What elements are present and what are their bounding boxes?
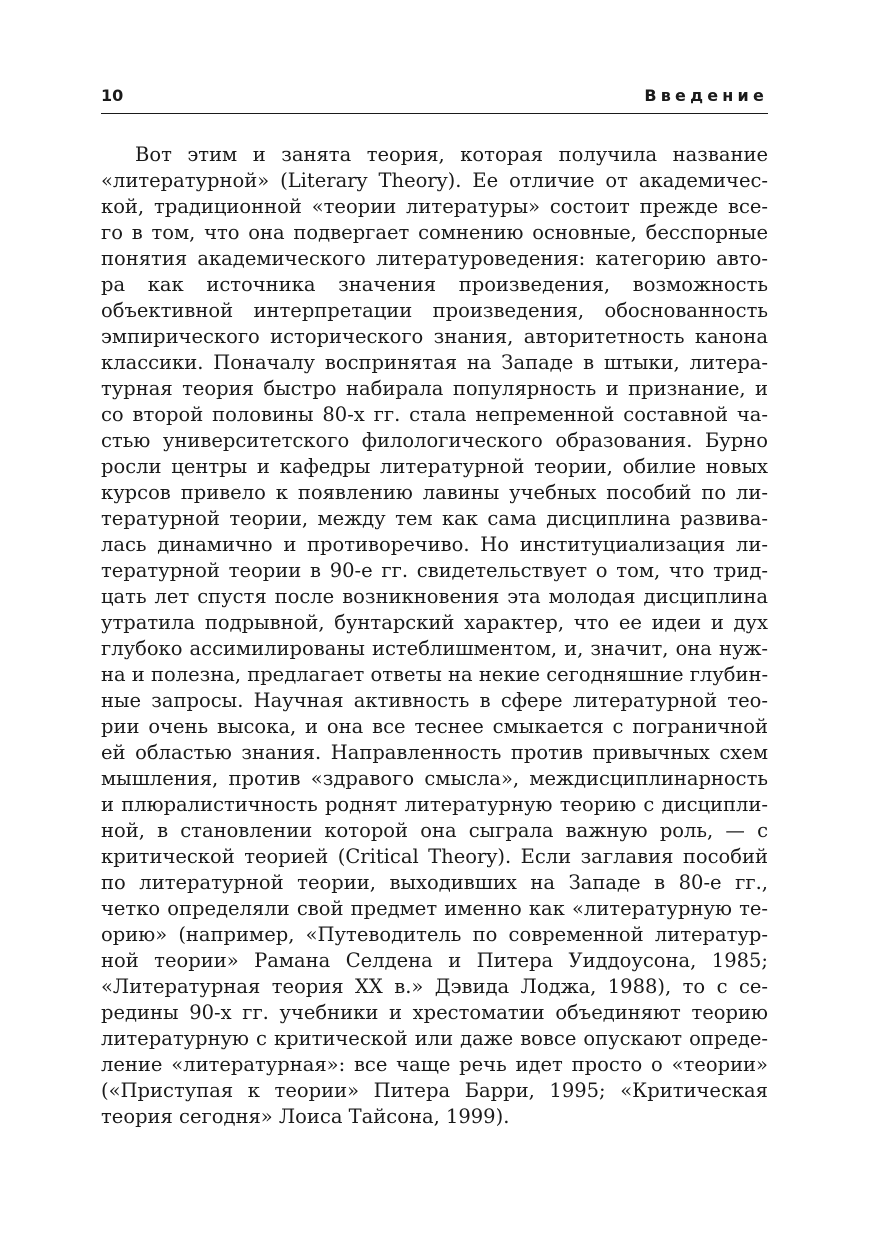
text-line: цать лет спустя после возникновения эта молодая дисциплина (101, 585, 768, 608)
text-line: редины 90-х гг. учебники и хрестоматии объединяют теорию (101, 1001, 768, 1024)
page-number: 10 (101, 86, 124, 105)
text-line: эмпирического исторического знания, авторитетность канона (101, 325, 768, 348)
text-line: турная теория быстро набирала популярность и признание, и (101, 377, 768, 400)
text-line: объективной интерпретации произведения, обоснованность (101, 299, 768, 322)
text-line: кой, традиционной «теории литературы» состоит прежде все- (101, 195, 768, 218)
text-line: понятия академического литературоведения: категорию авто- (101, 247, 768, 270)
text-line: тературной теории в 90-е гг. свидетельствует о том, что трид- (101, 559, 768, 582)
text-line: на и полезна, предлагает ответы на некие сегодняшние глубин- (101, 663, 769, 686)
text-line: лась динамично и противоречиво. Но институциализация ли- (101, 533, 768, 556)
text-line: «литературной» (Literary Theory). Ее отличие от академичес- (101, 169, 768, 192)
text-line: ной теории» Рамана Селдена и Питера Уиддоусона, 1985; (101, 949, 768, 972)
text-line: орию» (например, «Путеводитель по современной литератур- (101, 923, 768, 946)
body-paragraph (101, 142, 768, 1130)
text-line: го в том, что она подвергает сомнению основные, бесспорные (101, 221, 768, 244)
header-rule (101, 113, 768, 114)
text-line: тературной теории, между тем как сама дисциплина развива- (101, 507, 768, 530)
text-line: классики. Поначалу воспринятая на Западе в штыки, литера- (101, 351, 768, 374)
text-line: ной, в становлении которой она сыграла важную роль, — с (101, 819, 768, 842)
text-line: мышления, против «здравого смысла», междисциплинарность (101, 767, 768, 790)
text-line: Вот этим и занята теория, которая получила название (135, 143, 768, 166)
text-line: по литературной теории, выходивших на Западе в 80-е гг., (101, 871, 768, 894)
text-line: «Литературная теория XX в.» Дэвида Лоджа, 1988), то с се- (101, 975, 768, 998)
text-line: ей областью знания. Направленность против привычных схем (101, 741, 768, 764)
text-line: со второй половины 80-х гг. стала непременной составной ча- (101, 403, 768, 426)
text-line: утратила подрывной, бунтарский характер, что ее идеи и дух (101, 611, 768, 634)
text-line: («Приступая к теории» Питера Барри, 1995; «Критическая (101, 1079, 768, 1102)
section-title: Введение (644, 86, 768, 105)
text-line: литературную с критической или даже вовсе опускают опреде- (101, 1027, 768, 1050)
text-line: критической теорией (Critical Theory). Если заглавия пособий (101, 845, 768, 868)
text-line: четко определяли свой предмет именно как «литературную те- (101, 897, 768, 920)
text-line: ные запросы. Научная активность в сфере литературной тео- (101, 689, 768, 712)
text-line: курсов привело к появлению лавины учебных пособий по ли- (101, 481, 768, 504)
text-line: и плюралистичность роднят литературную теорию с дисципли- (101, 793, 768, 816)
text-line: ра как источника значения произведения, возможность (101, 273, 768, 296)
text-line: глубоко ассимилированы истеблишментом, и, значит, она нуж- (101, 637, 768, 660)
text-line: рии очень высока, и она все теснее смыкается с пограничной (101, 715, 768, 738)
text-line: теория сегодня» Лоиса Тайсона, 1999). (101, 1105, 510, 1128)
text-line: ление «литературная»: все чаще речь идет просто о «теории» (101, 1053, 768, 1076)
text-line: росли центры и кафедры литературной теории, обилие новых (101, 455, 768, 478)
text-line: стью университетского филологического образования. Бурно (101, 429, 768, 452)
running-head (101, 84, 768, 108)
